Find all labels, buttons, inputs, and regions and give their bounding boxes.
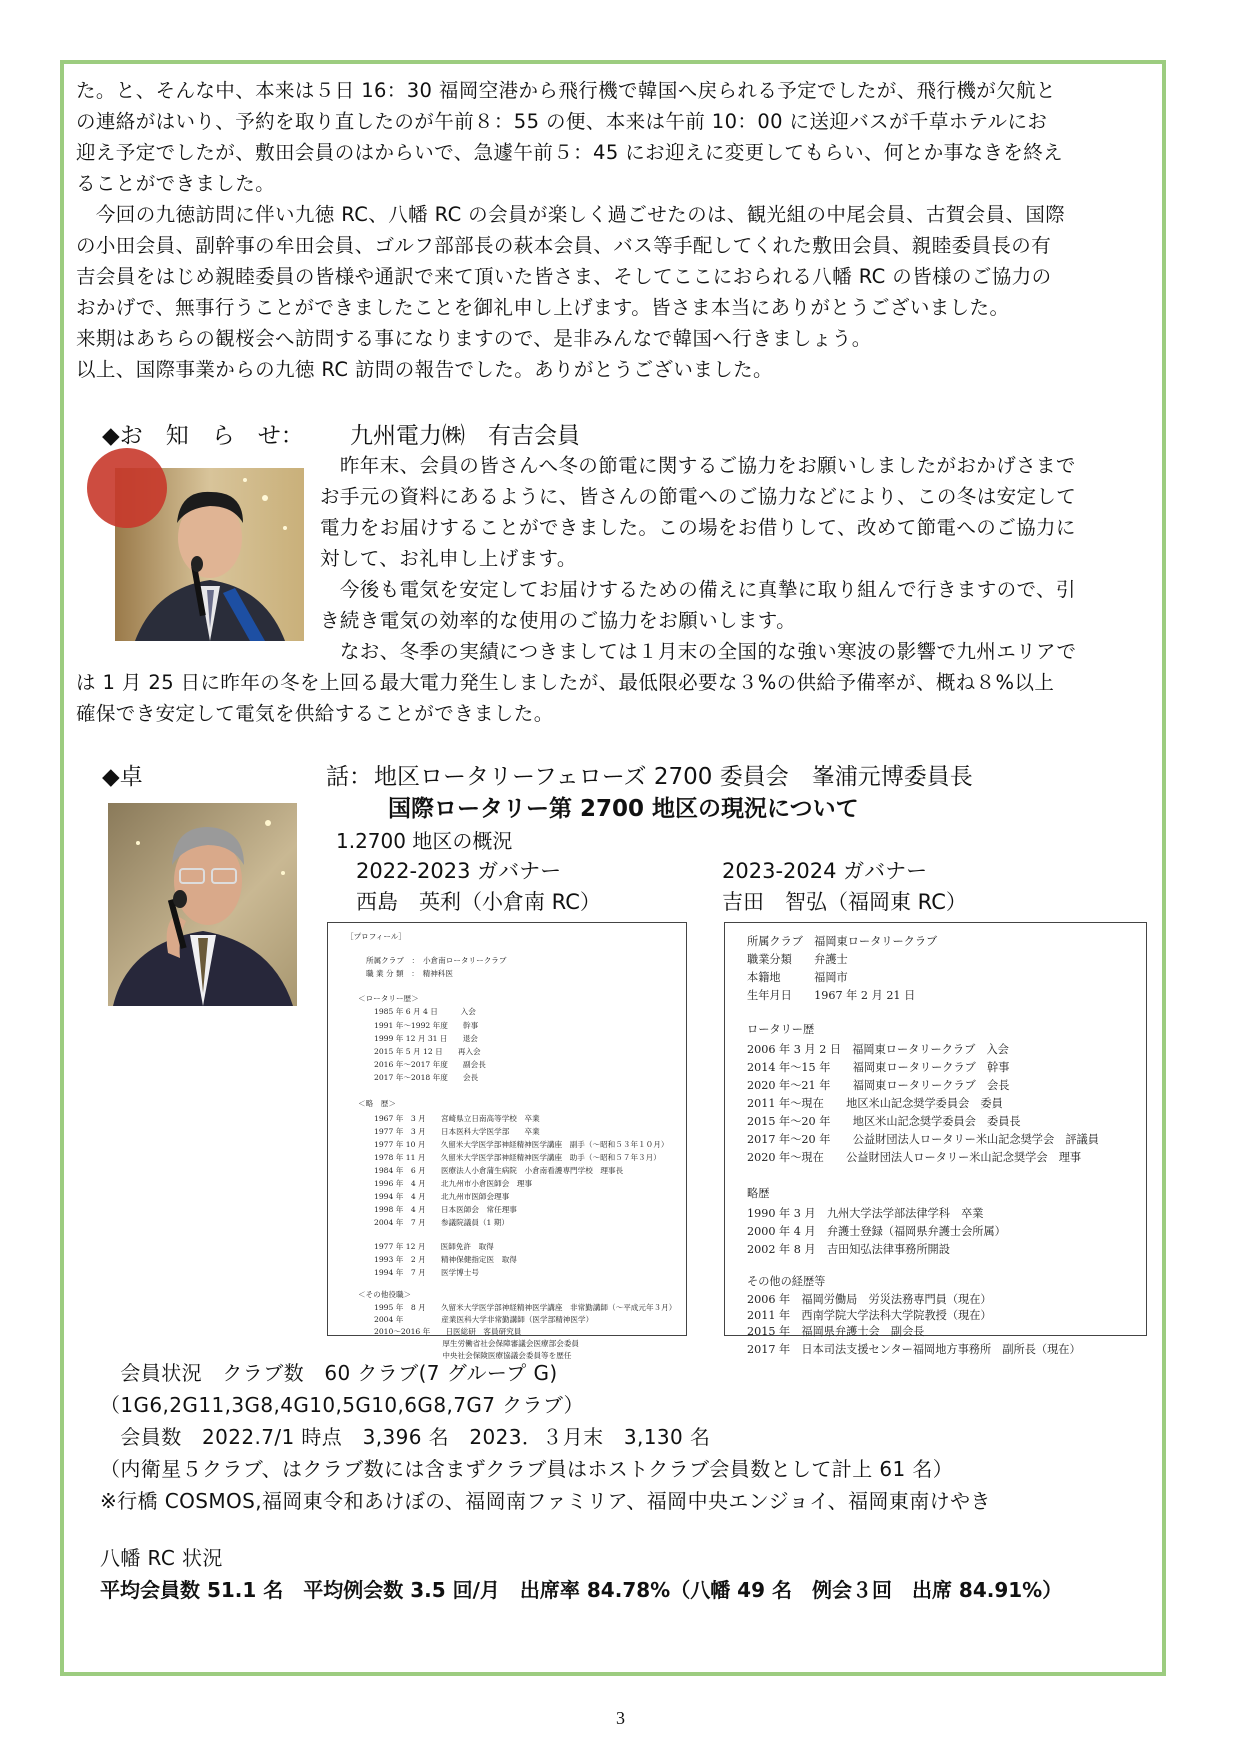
profile-line: 1978 年 11 月 久留米大学医学部神経精神医学講座 助手（～昭和５７年３月） <box>374 1153 661 1162</box>
profile-line: 職 業 分 類 ： 精神科医 <box>366 969 453 978</box>
profile-line: ＜ロータリー歴＞ <box>358 994 419 1003</box>
member-line: ※行橋 COSMOS,福岡東令和あけぼの、福岡南ファミリア、福岡中央エンジョイ、福岡東南けやき <box>100 1489 991 1513</box>
intro-line: た。と、そんな中、本来は５日 16：30 福岡空港から飛行機で韓国へ戻られる予定でしたが、飛行機が欠航と <box>76 79 1056 102</box>
speaker-photo-minoura <box>108 803 297 1006</box>
talk-speaker: 地区ロータリーフェローズ 2700 委員会 峯浦元博委員長 <box>374 764 973 790</box>
profile-line: 2004 年 産業医科大学非常勤講師（医学部精神医学） <box>374 1315 594 1324</box>
notice-line: き続き電気の効率的な使用のご協力をお願いします。 <box>320 609 797 632</box>
profile-line: 1994 年 7 月 医学博士号 <box>374 1268 479 1277</box>
profile-line: 所属クラブ ： 小倉南ロータリークラブ <box>366 956 507 965</box>
profile-line: 2011 年 西南学院大学法科大学院教授（現在） <box>747 1309 992 1322</box>
profile-line: 1977 年 3 月 日本医科大学医学部 卒業 <box>374 1127 540 1136</box>
page-number: 3 <box>616 1708 625 1728</box>
notice-line: は 1 月 25 日に昨年の冬を上回る最大電力発生しましたが、最低限必要な３%の供給予備率が、概ね８%以上 <box>76 671 1055 694</box>
profile-line: 1998 年 4 月 日本医師会 常任理事 <box>374 1205 517 1214</box>
intro-line: 吉会員をはじめ親睦委員の皆様や通訳で来て頂いた皆さま、そしてここにおられる八幡 RC の皆様のご協力の <box>76 265 1052 288</box>
profile-line: ロータリー歴 <box>747 1023 815 1036</box>
notice-line: なお、冬季の実績につきましては１月末の全国的な強い寒波の影響で九州エリアで <box>320 640 1077 663</box>
profile-line: 所属クラブ 福岡東ロータリークラブ <box>747 935 938 948</box>
governor-term-2023: 2023-2024 ガバナー <box>722 859 928 883</box>
profile-line: ＜その他役職＞ <box>358 1290 412 1299</box>
yahata-stats: 平均会員数 51.1 名 平均例会数 3.5 回/月 出席率 84.78%（八幡 49 名 例会３回 出席 84.91%） <box>100 1578 1063 1602</box>
intro-line: 来期はあちらの観桜会へ訪問する事になりますので、是非みんなで韓国へ行きましょう。 <box>76 327 872 350</box>
notice-speaker: 九州電力㈱ 有吉会員 <box>350 423 580 449</box>
profile-line: 中央社会保険医療協議会委員等を歴任 <box>374 1351 572 1360</box>
notice-line: 確保でき安定して電気を供給することができました。 <box>76 702 554 725</box>
talk-heading: ◆卓 <box>102 764 143 790</box>
member-line: 会員状況 クラブ数 60 クラブ(7 グループ G) <box>100 1361 558 1385</box>
intro-line: 以上、国際事業からの九徳 RC 訪問の報告でした。ありがとうございました。 <box>76 358 773 381</box>
profile-line: 2015 年 福岡県弁護士会 副会長 <box>747 1325 925 1338</box>
intro-line: 今回の九徳訪問に伴い九徳 RC、八幡 RC の会員が楽しく過ごせたのは、観光組の中尾会員、古賀会員、国際 <box>76 203 1066 226</box>
governor-name-2022: 西島 英利（小倉南 RC） <box>356 890 601 914</box>
profile-line: 2010～2016 年 日医総研 客員研究員 <box>374 1327 522 1336</box>
profile-line: 1995 年 8 月 久留米大学医学部神経精神医学講座 非常勤講師（～平成元年３月） <box>374 1303 677 1312</box>
profile-line: 1985 年 6 月 4 日 入会 <box>374 1007 476 1016</box>
profile-line: 1967 年 3 月 宮崎県立日南高等学校 卒業 <box>374 1114 540 1123</box>
profile-line: 2017 年～20 年 公益財団法人ロータリー米山記念奨学会 評議員 <box>747 1133 1099 1146</box>
profile-line: 1977 年 12 月 医師免許 取得 <box>374 1242 494 1251</box>
profile-line: 2017 年～2018 年度 会長 <box>374 1073 479 1082</box>
profile-line: 略歴 <box>747 1187 770 1200</box>
member-line: （1G6,2G11,3G8,4G10,5G10,6G8,7G7 クラブ） <box>100 1393 584 1417</box>
talk-label: 話： <box>326 764 372 790</box>
profile-line: 1977 年 10 月 久留米大学医学部神経精神医学講座 副手（～昭和５３年１０月） <box>374 1140 669 1149</box>
profile-line: 生年月日 1967 年 2 月 21 日 <box>747 989 916 1002</box>
profile-line: 2020 年～21 年 福岡東ロータリークラブ 会長 <box>747 1079 1010 1092</box>
profile-line: 2011 年～現在 地区米山記念奨学委員会 委員 <box>747 1097 1003 1110</box>
profile-line: 2016 年～2017 年度 副会長 <box>374 1060 486 1069</box>
profile-line: 2000 年 4 月 弁護士登録（福岡県弁護士会所属） <box>747 1225 1006 1238</box>
notice-line: 対して、お礼申し上げます。 <box>320 547 577 570</box>
speaker-photo-ariyoshi <box>115 468 304 641</box>
notice-line: 昨年末、会員の皆さんへ冬の節電に関するご協力をお願いしましたがおかげさまで <box>320 454 1076 477</box>
profile-line: 1993 年 2 月 精神保健指定医 取得 <box>374 1255 517 1264</box>
profile-line: 2004 年 7 月 参議院議員（1 期） <box>374 1218 509 1227</box>
profile-line: 1999 年 12 月 31 日 退会 <box>374 1034 478 1043</box>
member-line: （内衛星５クラブ、はクラブ数には含まずクラブ員はホストクラブ会員数として計上 61 名） <box>100 1457 954 1481</box>
intro-line: おかげで、無事行うことができましたことを御礼申し上げます。皆さま本当にありがとうございました。 <box>76 296 1010 319</box>
profile-line: 1990 年 3 月 九州大学法学部法律学科 卒業 <box>747 1207 984 1220</box>
profile-line: 2002 年 8 月 吉田知弘法律事務所開設 <box>747 1243 950 1256</box>
profile-line: 本籍地 福岡市 <box>747 971 848 984</box>
profile-line: ［プロフィール］ <box>346 932 406 941</box>
profile-line: 厚生労働省社会保障審議会医療部会委員 <box>374 1339 580 1348</box>
profile-line: 1996 年 4 月 北九州市小倉医師会 理事 <box>374 1179 533 1188</box>
yahata-heading: 八幡 RC 状況 <box>100 1546 223 1570</box>
profile-line: 2017 年 日本司法支援センター福岡地方事務所 副所長（現在） <box>747 1343 1081 1356</box>
profile-line: 1991 年～1992 年度 幹事 <box>374 1021 479 1030</box>
profile-line: 2006 年 3 月 2 日 福岡東ロータリークラブ 入会 <box>747 1043 1009 1056</box>
profile-line: その他の経歴等 <box>747 1275 826 1288</box>
talk-title: 国際ロータリー第 2700 地区の現況について <box>388 796 859 822</box>
notice-line: 電力をお届けすることができました。この場をお借りして、改めて節電へのご協力に <box>320 516 1076 539</box>
profile-line: 2014 年～15 年 福岡東ロータリークラブ 幹事 <box>747 1061 1010 1074</box>
intro-line: の小田会員、副幹事の牟田会員、ゴルフ部部長の萩本会員、バス等手配してくれた敷田会員、親睦委員長の有 <box>76 234 1052 257</box>
notice-line: お手元の資料にあるように、皆さんの節電へのご協力などにより、この冬は安定して <box>320 485 1077 508</box>
profile-line: 1994 年 4 月 北九州市医師会理事 <box>374 1192 510 1201</box>
intro-line: 迎え予定でしたが、敷田会員のはからいで、急遽午前５：45 にお迎えに変更してもらい、何とか事なきを終え <box>76 141 1064 164</box>
notice-line: 今後も電気を安定してお届けするための備えに真摯に取り組んで行きますので、引 <box>320 578 1076 601</box>
intro-line: ることができました。 <box>76 172 276 195</box>
profile-line: ＜略 歴＞ <box>358 1099 396 1108</box>
profile-line: 2006 年 福岡労働局 労災法務専門員（現在） <box>747 1293 992 1306</box>
profile-line: 2020 年～現在 公益財団法人ロータリー米山記念奨学会 理事 <box>747 1151 1082 1164</box>
governor-profile-yoshida <box>724 922 1147 1356</box>
governor-profile-nishijima <box>327 922 687 1360</box>
governor-term-2022: 2022-2023 ガバナー <box>356 859 562 883</box>
profile-line: 職業分類 弁護士 <box>747 953 848 966</box>
governor-name-2023: 吉田 智弘（福岡東 RC） <box>722 890 967 914</box>
intro-line: の連絡がはいり、予約を取り直したのが午前８：55 の便、本来は午前 10：00 に送迎バスが千草ホテルにお <box>76 110 1048 133</box>
talk-section: 1.2700 地区の概況 <box>336 829 513 853</box>
notice-heading: ◆お 知 ら せ： <box>102 423 304 449</box>
member-line: 会員数 2022.7/1 時点 3,396 名 2023．３月末 3,130 名 <box>100 1425 711 1449</box>
profile-line: 2015 年～20 年 地区米山記念奨学委員会 委員長 <box>747 1115 1021 1128</box>
profile-line: 1984 年 6 月 医療法人小倉蒲生病院 小倉南看護専門学校 理事長 <box>374 1166 624 1175</box>
profile-line: 2015 年 5 月 12 日 再入会 <box>374 1047 481 1056</box>
